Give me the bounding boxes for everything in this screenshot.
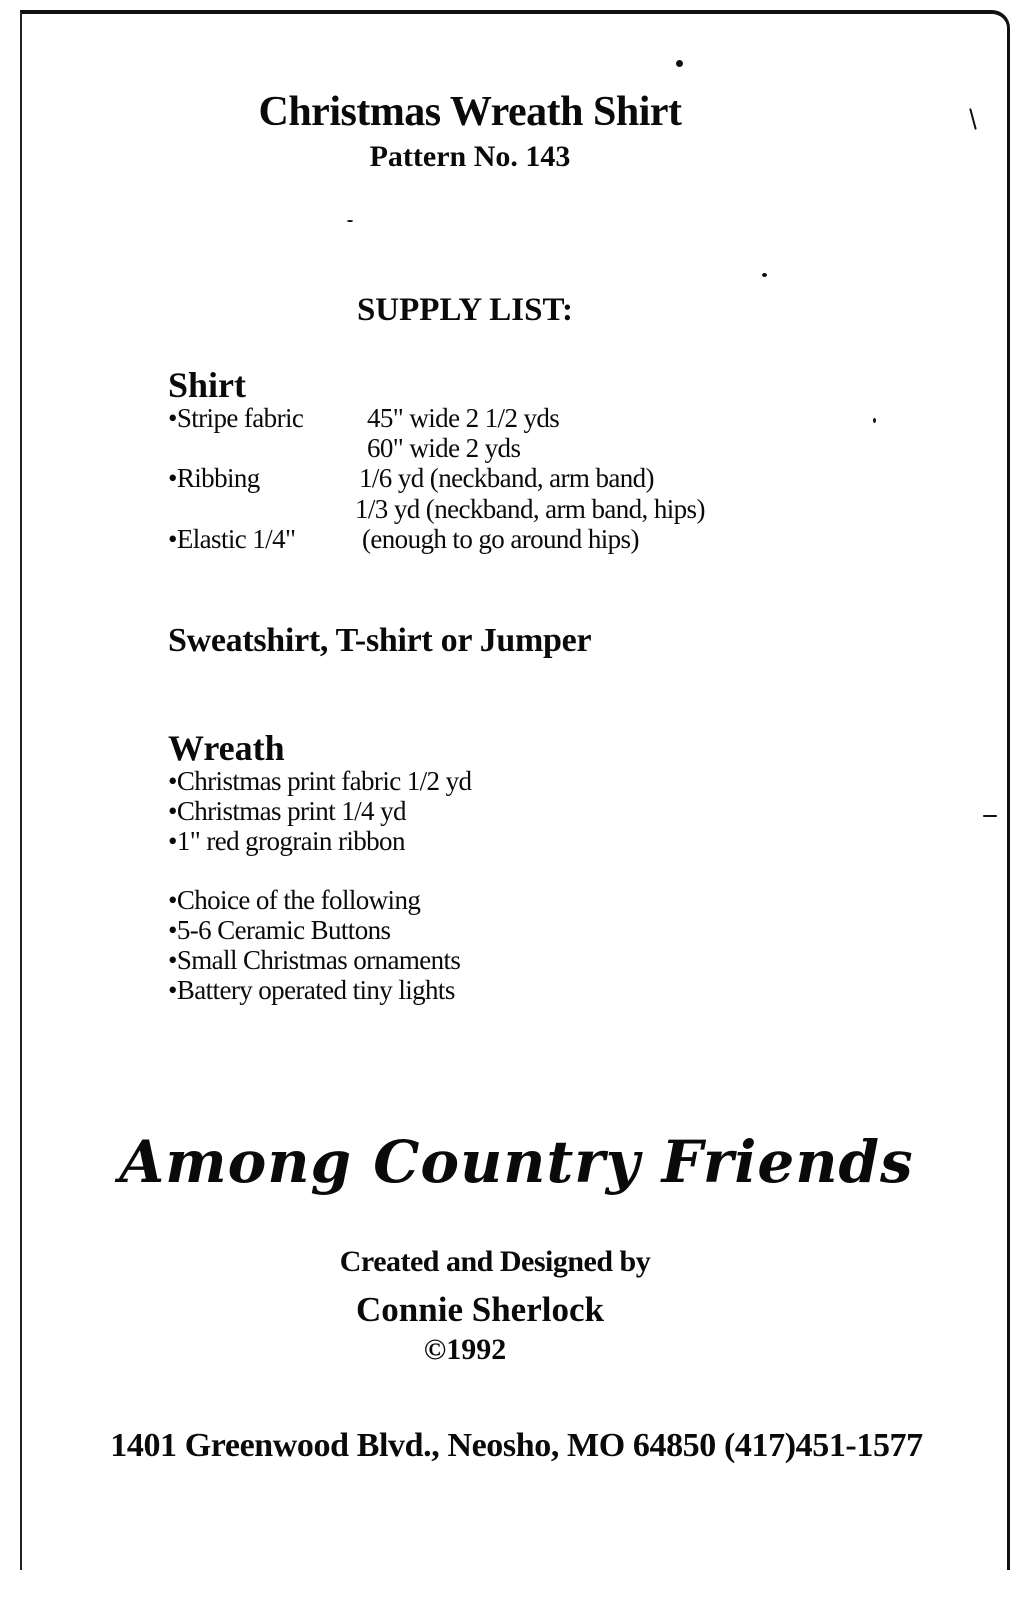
- brand-logo: Among Country Friends: [119, 1128, 914, 1196]
- designer-name: Connie Sherlock: [356, 1290, 604, 1329]
- shirt-item-name: •Elastic 1/4": [168, 524, 296, 554]
- wreath-item: •1" red grograin ribbon: [168, 826, 405, 856]
- shirt-item-name: •Stripe fabric: [168, 403, 304, 433]
- shirt-heading: Shirt: [168, 365, 247, 405]
- shirt-item-detail: 1/3 yd (neckband, arm band, hips): [355, 494, 705, 524]
- copyright: ©1992: [423, 1333, 507, 1366]
- wreath-item: •Christmas print 1/4 yd: [168, 796, 406, 826]
- choice-item: •5-6 Ceramic Buttons: [168, 915, 391, 945]
- shirt-item-name: •Ribbing: [168, 463, 260, 493]
- shirt-item-detail: 60" wide 2 yds: [367, 433, 521, 463]
- address-line: 1401 Greenwood Blvd., Neosho, MO 64850 (417)451-1577: [110, 1427, 923, 1464]
- shirt-item-detail: 1/6 yd (neckband, arm band): [359, 463, 654, 493]
- choice-item: •Small Christmas ornaments: [168, 945, 461, 975]
- garment-heading: Sweatshirt, T-shirt or Jumper: [168, 622, 592, 659]
- choice-item: •Choice of the following: [168, 885, 421, 915]
- shirt-item-detail: 45" wide 2 1/2 yds: [367, 403, 560, 433]
- wreath-heading: Wreath: [168, 728, 285, 768]
- scan-speck: [347, 220, 353, 222]
- scan-speck: [873, 418, 876, 423]
- supply-list-heading: SUPPLY LIST:: [356, 292, 574, 328]
- scan-speck: [676, 60, 683, 67]
- page-title: Christmas Wreath Shirt: [258, 89, 682, 135]
- choice-item: •Battery operated tiny lights: [168, 975, 455, 1005]
- pattern-number: Pattern No. 143: [369, 140, 571, 173]
- scan-speck: [762, 273, 767, 277]
- wreath-item: •Christmas print fabric 1/2 yd: [168, 766, 472, 796]
- credit-line: Created and Designed by: [339, 1245, 651, 1278]
- shirt-item-detail: (enough to go around hips): [362, 524, 639, 554]
- scan-speck: [983, 815, 997, 817]
